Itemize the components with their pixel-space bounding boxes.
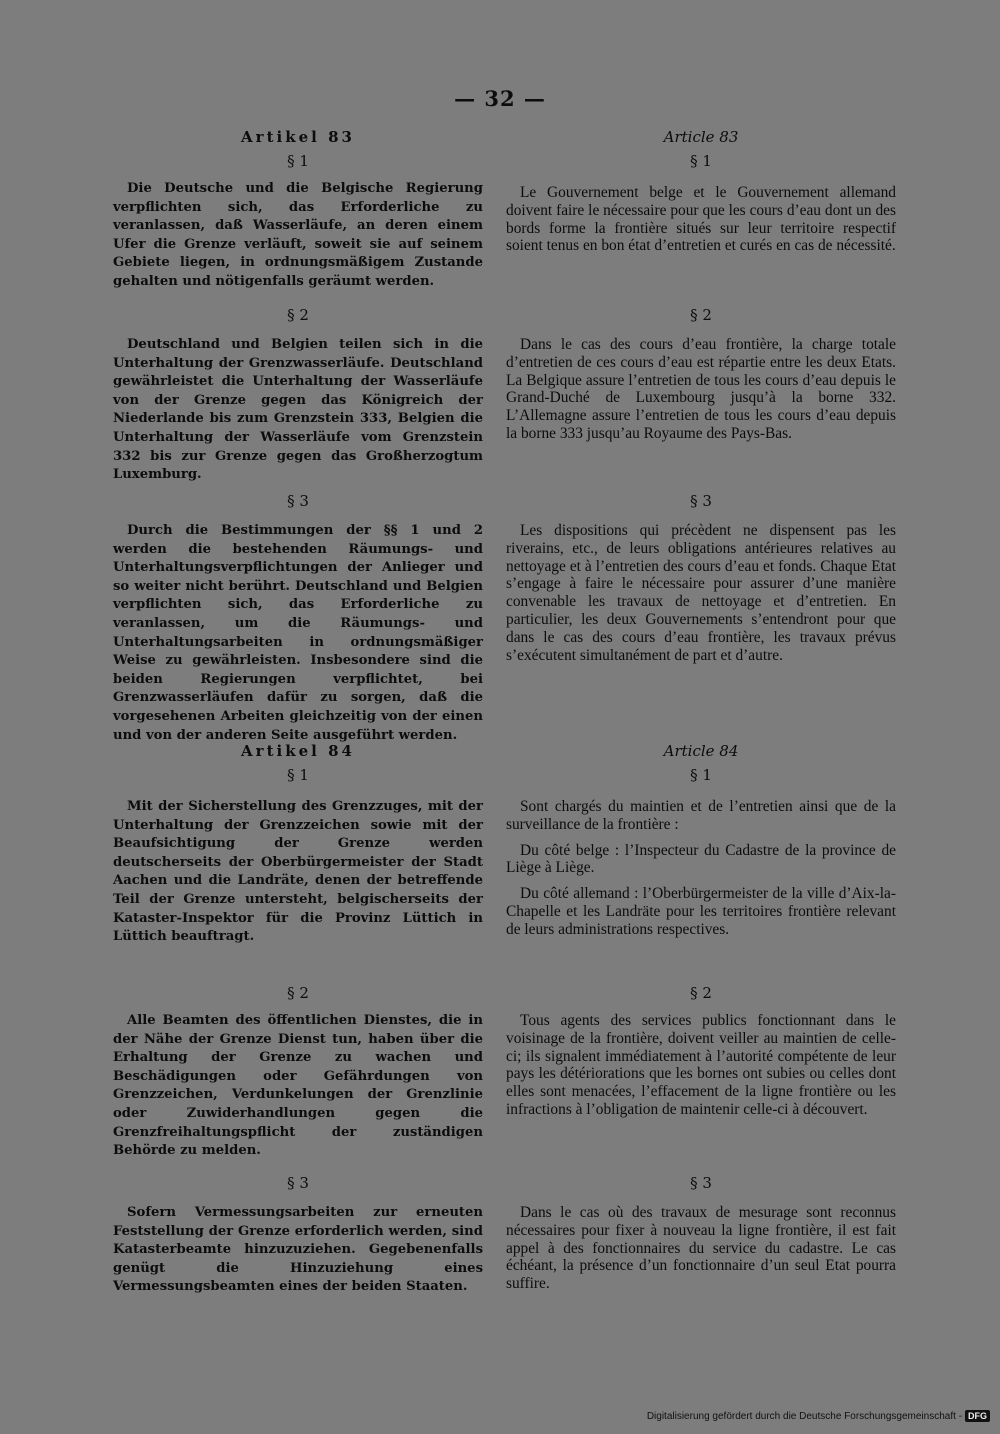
german-art84-s1 <box>113 798 483 947</box>
french-art83-s2 <box>506 306 896 443</box>
french-article-84-header <box>506 742 896 790</box>
section-heading: § 2 <box>690 984 712 1002</box>
french-art84-s2 <box>506 984 896 1119</box>
french-art84-s1 <box>506 798 896 939</box>
paragraph: Le Gouvernement belge et le Gouvernement allemand doivent faire le nécessaire pour que les cours d’eau dont un des bords forme la frontière situés sur leur territoire respectif soient tenus en bon état d’entretien et curés en cas de nécessité. <box>506 184 896 255</box>
section-heading: § 3 <box>690 1174 712 1192</box>
article-title: Artikel 84 <box>241 742 355 760</box>
section-heading: § 1 <box>690 152 712 170</box>
german-art83-s3 <box>113 492 483 745</box>
paragraph: Die Deutsche und die Belgische Regierung verpflichten sich, das Erforderliche zu veranlassen, daß Wasserläufe, an deren einem Ufer die Grenze verläuft, soweit sie auf seinem Gebiete liegen, in ordnungsmäßigem Zustande gehalten und nötigenfalls geräumt werden. <box>113 181 483 289</box>
section-heading: § 2 <box>690 306 712 324</box>
german-art83-s2 <box>113 306 483 485</box>
paragraph: Sofern Vermessungsarbeiten zur erneuten Feststellung der Grenze erforderlich werden, sind Katasterbeamte hinzuzuziehen. Gegebenenfalls genügt die Hinzuziehung eines Vermessungsbeamten eines der beiden Staaten. <box>113 1205 483 1295</box>
section-heading: § 1 <box>287 152 309 170</box>
german-art83-s1 <box>113 180 483 292</box>
french-art83-s1 <box>506 184 896 255</box>
article-title: Article 84 <box>663 742 739 760</box>
paragraph: Mit der Sicherstellung des Grenzzuges, mit der Unterhaltung der Grenzzeichen sowie mit der Beaufsichtigung der Grenze werden deutscherseits der Oberbürgermeister der Stadt Aachen und die Landräte, denen der betreffende Teil der Grenze untersteht, belgischerseits der Kataster-Inspektor für die Provinz Lüttich in Lüttich beauftragt. <box>113 799 483 945</box>
german-art84-s3 <box>113 1174 483 1297</box>
footer-text: Digitalisierung gefördert durch die Deutsche Forschungsgemeinschaft - <box>646 1410 962 1422</box>
paragraph: Tous agents des services publics fonctionnant dans le voisinage de la frontière, doivent veiller au maintien de celle-ci; ils signalent immédiatement à l’autorité compétente de leur pays les détériorations que les bornes ont subies ou celles dont elles sont menacées, l’effacement de la ligne frontière ou les infractions à l’obligation de maintenir celle-ci à découvert. <box>506 1012 896 1118</box>
french-art83-s3 <box>506 492 896 664</box>
article-title: Artikel 83 <box>241 128 355 146</box>
paragraph: Les dispositions qui précèdent ne dispensent pas les riverains, etc., de leurs obligations antérieures relatives au nettoyage et à l’entretien des cours d’eau et fonds. Chaque Etat s’engage à faire le nécessaire pour assurer d’une manière convenable les travaux de nettoyage et d’entretien. En particulier, les deux Gouvernements s’entendront pour que dans le cas des cours d’eau frontière, les travaux prévus s’exécutent simultanément de part et d’autre. <box>506 522 896 664</box>
paragraph: Durch die Bestimmungen der §§ 1 und 2 werden die bestehenden Räumungs- und Unterhaltungsverpflichtungen der Anlieger und so weiter nicht berührt. Deutschland und Belgien verpflichten sich, das Erforderliche zu veranlassen, um die Räumungs- und Unterhaltungsarbeiten in ordnungsmäßiger Weise zu gewährleisten. Insbesondere sind die beiden Regierungen verpflichtet, bei Grenzwasserläufen dafür zu sorgen, daß die vorgesehenen Arbeiten gleichzeitig von der einen und von der anderen Seite ausgeführt werden. <box>113 523 483 743</box>
paragraph: Dans le cas où des travaux de mesurage sont reconnus nécessaires pour fixer à nouveau la ligne frontière, il est fait appel à des fonctionnaires du service du cadastre. Le cas échéant, la présence d’un fonctionnaire d’un seul Etat pourra suffire. <box>506 1204 896 1293</box>
section-heading: § 3 <box>287 1174 309 1192</box>
digitization-footer <box>647 1410 990 1422</box>
paragraph: Sont chargés du maintien et de l’entretien ainsi que de la surveillance de la frontière : <box>506 798 896 833</box>
paragraph: Du côté belge : l’Inspecteur du Cadastre de la province de Liège à Liège. <box>506 841 896 877</box>
german-article-84-header <box>113 742 483 790</box>
section-heading: § 2 <box>287 306 309 324</box>
dfg-logo-icon: DFG <box>965 1410 990 1422</box>
page-number: — 32 — <box>454 86 546 111</box>
section-heading: § 3 <box>690 492 712 510</box>
french-article-83-header <box>506 128 896 176</box>
paragraph: Deutschland und Belgien teilen sich in die Unterhaltung der Grenzwasserläufe. Deutschland gewährleistet die Unterhaltung der Wasserläufe von der Grenze gegen das Königreich der Niederlande bis zum Grenzstein 333, Belgien die Unterhaltung der Wasserläufe vom Grenzstein 332 bis zur Grenze gegen das Großherzogtum Luxemburg. <box>113 337 483 483</box>
paragraph: Alle Beamten des öffentlichen Dienstes, die in der Nähe der Grenze Dienst tun, haben über die Erhaltung der Grenze zu wachen und Beschädigungen oder Gefährdungen von Grenzzeichen, Verdunkelungen der Grenzlinie oder Zuwiderhandlungen gegen die Grenzfreihaltungspflicht der zuständigen Behörde zu melden. <box>113 1013 483 1159</box>
french-art84-s3 <box>506 1174 896 1293</box>
paragraph: Dans le cas des cours d’eau frontière, la charge totale d’entretien de ces cours d’eau est répartie entre les deux Etats. La Belgique assure l’entretien de tous les cours d’eau depuis le Grand-Duché de Luxembourg jusqu’à la borne 332. L’Allemagne assure l’entretien de tous les cours d’eau depuis la borne 333 jusqu’au Royaume des Pays-Bas. <box>506 336 896 442</box>
article-title: Article 83 <box>663 128 739 146</box>
section-heading: § 2 <box>287 984 309 1002</box>
german-art84-s2 <box>113 984 483 1161</box>
german-article-83-header <box>113 128 483 176</box>
section-heading: § 1 <box>690 766 712 784</box>
paragraph: Du côté allemand : l’Oberbürgermeister de la ville d’Aix-la-Chapelle et les Landräte pour les territoires frontière relevant de leurs administrations respectives. <box>506 885 896 938</box>
section-heading: § 1 <box>287 766 309 784</box>
section-heading: § 3 <box>287 492 309 510</box>
